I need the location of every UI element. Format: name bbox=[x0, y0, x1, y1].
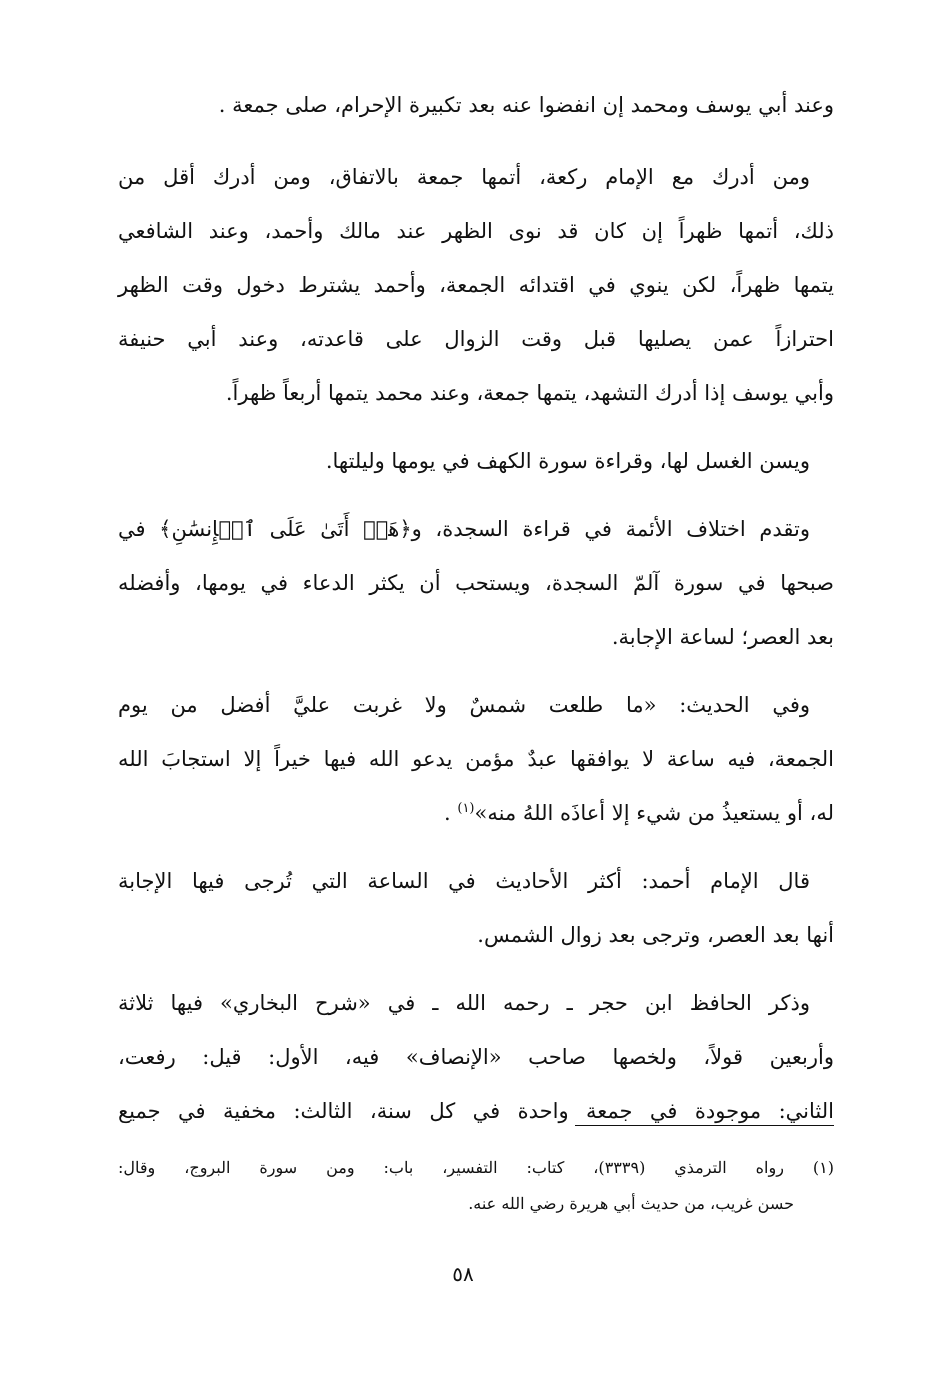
paragraph-line: ويسن الغسل لها، وقراءة سورة الكهف في يومها وليلتها. bbox=[325, 449, 810, 473]
paragraph-line: احترازاً عمن يصليها قبل وقت الزوال على قاعدته، وعند أبي حنيفة bbox=[118, 327, 834, 351]
paragraph-line-with-footnote bbox=[118, 786, 834, 840]
paragraph-7 bbox=[118, 976, 834, 1138]
paragraph-line: ومن أدرك مع الإمام ركعة، أتمها جمعة بالاتفاق، ومن أدرك أقل من bbox=[118, 165, 810, 189]
footnote bbox=[118, 1150, 834, 1222]
page-number: ٥٨ bbox=[452, 1262, 474, 1286]
footnote-line: (١) رواه الترمذي (٣٣٣٩)، كتاب: التفسير، باب: ومن سورة البروج، وقال: bbox=[118, 1158, 834, 1177]
paragraph-4 bbox=[118, 502, 834, 664]
paragraph-2 bbox=[118, 150, 834, 420]
paragraph-line: وأربعين قولاً، ولخصها صاحب «الإنصاف» فيه، الأول: قيل: رفعت، bbox=[118, 1045, 834, 1069]
paragraph-1 bbox=[118, 78, 834, 132]
paragraph-line: ذلك، أتمها ظهراً إن كان قد نوى الظهر عند مالك وأحمد، وعند الشافعي bbox=[118, 219, 834, 243]
paragraph-3 bbox=[118, 434, 834, 488]
paragraph-6 bbox=[118, 854, 834, 962]
paragraph-line: أنها بعد العصر، وترجى بعد زوال الشمس. bbox=[477, 923, 834, 947]
paragraph-line: الجمعة، فيه ساعة لا يوافقها عبدٌ مؤمن يدعو الله فيها خيراً إلا استجابَ الله bbox=[118, 747, 834, 771]
footnote-line: حسن غريب، من حديث أبي هريرة رضي الله عنه. bbox=[468, 1194, 794, 1213]
paragraph-line: قال الإمام أحمد: أكثر الأحاديث في الساعة التي تُرجى فيها الإجابة bbox=[118, 869, 810, 893]
footnote-separator bbox=[575, 1125, 834, 1126]
footnote-reference[interactable]: (١) bbox=[457, 801, 475, 816]
sentence-end: . bbox=[444, 801, 458, 825]
paragraph-line: وذكر الحافظ ابن حجر ـ رحمه الله ـ في «شرح البخاري» فيها ثلاثة bbox=[118, 991, 810, 1015]
paragraph-line: الثاني: موجودة في جمعة واحدة في كل سنة، الثالث: مخفية في جميع bbox=[118, 1099, 834, 1123]
paragraph-line: وأبي يوسف إذا أدرك التشهد، يتمها جمعة، وعند محمد يتمها أربعاً ظهراً. bbox=[225, 381, 834, 405]
paragraph-line: بعد العصر؛ لساعة الإجابة. bbox=[611, 625, 834, 649]
paragraph-5 bbox=[118, 678, 834, 840]
paragraph-line: وعند أبي يوسف ومحمد إن انفضوا عنه بعد تكبيرة الإحرام، صلى جمعة . bbox=[218, 93, 834, 117]
paragraph-line: وفي الحديث: «ما طلعت شمسٌ ولا غربت عليَّ أفضل من يوم bbox=[118, 693, 810, 717]
paragraph-line: صبحها في سورة آلمّ السجدة، ويستحب أن يكثر الدعاء في يومها، وأفضله bbox=[118, 571, 834, 595]
paragraph-line: وتقدم اختلاف الأئمة في قراءة السجدة، و﴿هَلۡ أَتَىٰ عَلَى ٱلۡإِنسَٰنِ﴾ في bbox=[118, 517, 810, 541]
paragraph-line: يتمها ظهراً، لكن ينوي في اقتدائه الجمعة، وأحمد يشترط دخول وقت الظهر bbox=[118, 273, 834, 297]
paragraph-line: له، أو يستعيذُ من شيء إلا أعاذَه اللهُ منه» bbox=[474, 801, 834, 825]
page-body bbox=[118, 78, 834, 1138]
